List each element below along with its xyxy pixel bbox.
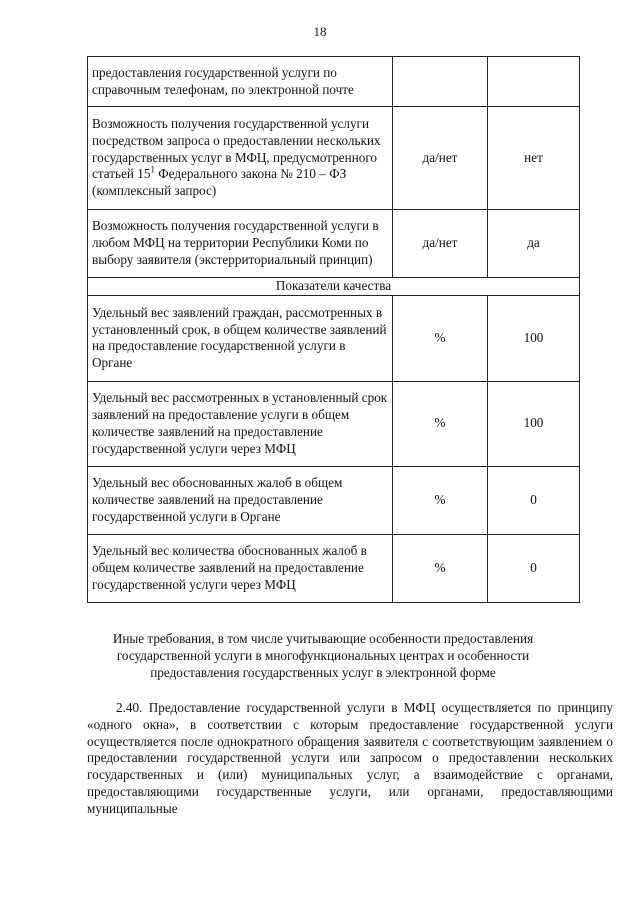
indicator-name (88, 107, 393, 210)
table-row (88, 295, 580, 381)
indicator-value: нет (488, 107, 580, 210)
indicator-value: 0 (488, 534, 580, 602)
indicator-unit: % (393, 381, 488, 466)
indicator-name: предоставления государственной услуги по справочным телефонам, по электронной почте (88, 57, 393, 107)
indicator-unit: да/нет (393, 107, 488, 210)
table-row (88, 381, 580, 466)
table-row (88, 107, 580, 210)
indicator-value: да (488, 210, 580, 278)
indicator-name: Удельный вес количества обоснованных жалоб в общем количестве заявлений на предоставление государственной услуги через МФЦ (88, 534, 393, 602)
indicator-value (488, 57, 580, 107)
indicator-name: Удельный вес заявлений граждан, рассмотренных в установленный срок, в общем количестве заявлений на предоставление государственной услуги в Органе (88, 295, 393, 381)
indicator-value: 0 (488, 466, 580, 534)
indicator-value: 100 (488, 381, 580, 466)
indicator-name: Удельный вес обоснованных жалоб в общем количестве заявлений на предоставление государственной услуги в Органе (88, 466, 393, 534)
indicator-name: Удельный вес рассмотренных в установленный срок заявлений на предоставление услуги в общем количестве заявлений на предоставление государственной услуги через МФЦ (88, 381, 393, 466)
body-paragraph: 2.40. Предоставление государственной услуги в МФЦ осуществляется по принципу «одного окна», в соответствии с которым предоставление государственной услуги осуществляется после однократного обращения заявителя с соответствующим заявлением о предоставлении государственной услуги или запросом о предоставлении нескольких государственных и (или) муниципальных услуг, а взаимодействие с органами, предоставляющими государственные услуги, или органами, предоставляющими муниципальные (87, 700, 613, 816)
section-subheading: Иные требования, в том числе учитывающие особенности предоставления государственной услуги в многофункциональных центрах и особенности предоставления государственных услуг в электронной форме (112, 631, 534, 680)
superscript: 1 (150, 165, 155, 175)
indicator-value: 100 (488, 295, 580, 381)
indicator-unit: % (393, 295, 488, 381)
indicator-unit: % (393, 534, 488, 602)
section-title: Показатели качества (88, 278, 580, 296)
indicator-name-text: Возможность получения государственной услуги посредством запроса о предоставлении нескольких государственных услуг в МФЦ, предусмотренного статьей 15 (92, 116, 381, 182)
indicator-name-text-end: Федерального закона № 210 – ФЗ (комплексный запрос) (92, 166, 347, 199)
indicator-unit (393, 57, 488, 107)
table-row (88, 466, 580, 534)
indicator-name: Возможность получения государственной услуги в любом МФЦ на территории Республики Коми по выбору заявителя (экстерриториальный принцип) (88, 210, 393, 278)
table-row (88, 534, 580, 602)
table-section-row (88, 278, 580, 296)
indicator-unit: да/нет (393, 210, 488, 278)
indicator-unit: % (393, 466, 488, 534)
table-row (88, 210, 580, 278)
table-row (88, 57, 580, 107)
indicators-table (87, 56, 580, 603)
page-number: 18 (313, 24, 327, 39)
